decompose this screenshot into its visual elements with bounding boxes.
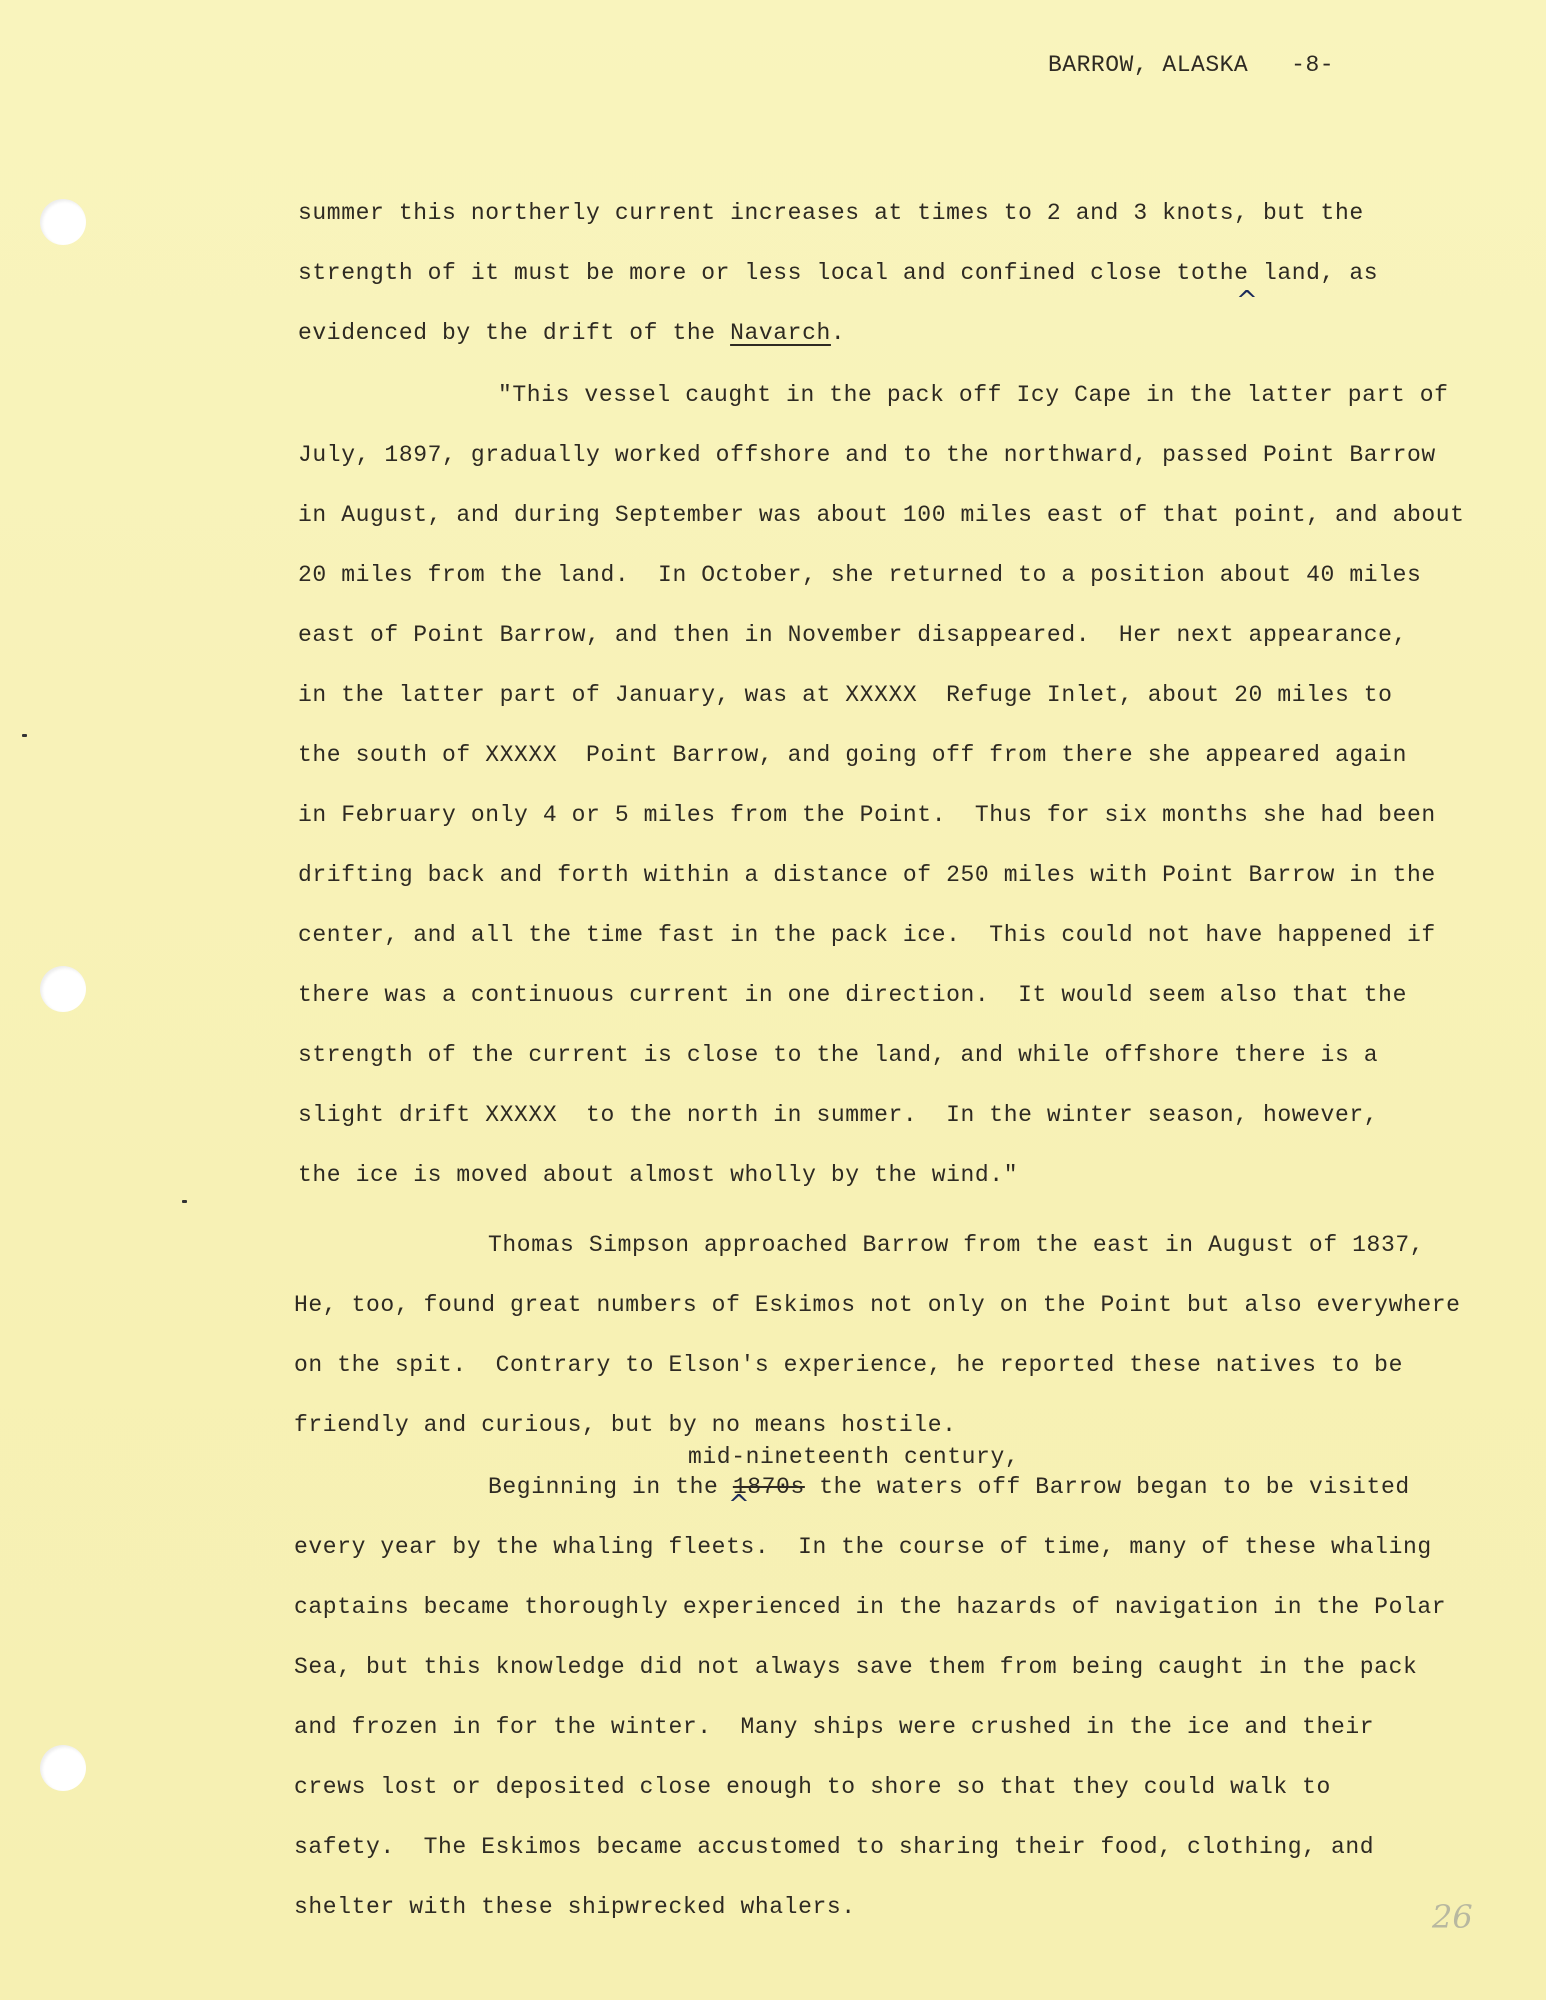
header-title: BARROW, ALASKA [1048, 52, 1249, 78]
text-line: friendly and curious, but by no means hostile. [294, 1412, 957, 1438]
text-line: the ice is moved about almost wholly by the wind." [298, 1162, 1019, 1188]
text-line: Sea, but this knowledge did not always save them from being caught in the pack [294, 1654, 1418, 1680]
text-line: summer this northerly current increases at times to 2 and 3 knots, but the [298, 200, 1364, 226]
text-line: every year by the whaling fleets. In the course of time, many of these whaling [294, 1534, 1432, 1560]
text-line: safety. The Eskimos became accustomed to sharing their food, clothing, and [294, 1834, 1375, 1860]
ship-name: Navarch [730, 320, 831, 346]
binder-hole-middle [40, 966, 86, 1012]
struck-text: 1870s [732, 1474, 805, 1500]
text-segment: Beginning in the [488, 1474, 733, 1500]
text-line: center, and all the time fast in the pack ice. This could not have happened if [298, 922, 1436, 948]
text-line: in August, and during September was about 100 miles east of that point, and about [298, 502, 1465, 528]
inserted-phrase: mid-nineteenth century, [688, 1444, 1020, 1470]
text-line: captains became thoroughly experienced in the hazards of navigation in the Polar [294, 1594, 1447, 1620]
text-line: shelter with these shipwrecked whalers. [294, 1894, 856, 1920]
text-line: strength of it must be more or less local and confined close tothe land, as [298, 260, 1379, 286]
binder-hole-top [40, 199, 86, 245]
text-line [488, 1474, 1410, 1500]
text-line: strength of the current is close to the land, and while offshore there is a [298, 1042, 1379, 1068]
text-line: 20 miles from the land. In October, she returned to a position about 40 miles [298, 562, 1422, 588]
text-segment: evidenced by the drift of the [298, 320, 731, 346]
running-header [1048, 52, 1334, 78]
text-line: He, too, found great numbers of Eskimos not only on the Point but also everywhere [294, 1292, 1461, 1318]
text-line: Thomas Simpson approached Barrow from the east in August of 1837, [488, 1232, 1425, 1258]
text-line [298, 320, 845, 346]
text-line: east of Point Barrow, and then in November disappeared. Her next appearance, [298, 622, 1407, 648]
header-page-number: -8- [1291, 52, 1335, 78]
stray-mark [182, 1200, 187, 1203]
text-segment: the waters off Barrow began to be visited [804, 1474, 1410, 1500]
text-line: and frozen in for the winter. Many ships were crushed in the ice and their [294, 1714, 1375, 1740]
text-line: crews lost or deposited close enough to shore so that they could walk to [294, 1774, 1331, 1800]
binder-hole-bottom [40, 1745, 86, 1791]
stray-mark [22, 734, 27, 737]
handwritten-folio: 26 [1432, 1898, 1473, 1936]
text-line: the south of XXXXX Point Barrow, and going off from there she appeared again [298, 742, 1407, 768]
text-line: there was a continuous current in one direction. It would seem also that the [298, 982, 1407, 1008]
text-line: July, 1897, gradually worked offshore and to the northward, passed Point Barrow [298, 442, 1436, 468]
text-line: in February only 4 or 5 miles from the Point. Thus for six months she had been [298, 802, 1436, 828]
text-line: in the latter part of January, was at XXXXX Refuge Inlet, about 20 miles to [298, 682, 1393, 708]
caret-mark: ^ [728, 1490, 750, 1520]
text-line: drifting back and forth within a distance of 250 miles with Point Barrow in the [298, 862, 1436, 888]
text-line: on the spit. Contrary to Elson's experience, he reported these natives to be [294, 1352, 1403, 1378]
text-line: "This vessel caught in the pack off Icy Cape in the latter part of [498, 382, 1449, 408]
caret-mark: ^ [1236, 286, 1258, 316]
text-segment: . [830, 320, 846, 346]
text-line: slight drift XXXXX to the north in summer. In the winter season, however, [298, 1102, 1379, 1128]
